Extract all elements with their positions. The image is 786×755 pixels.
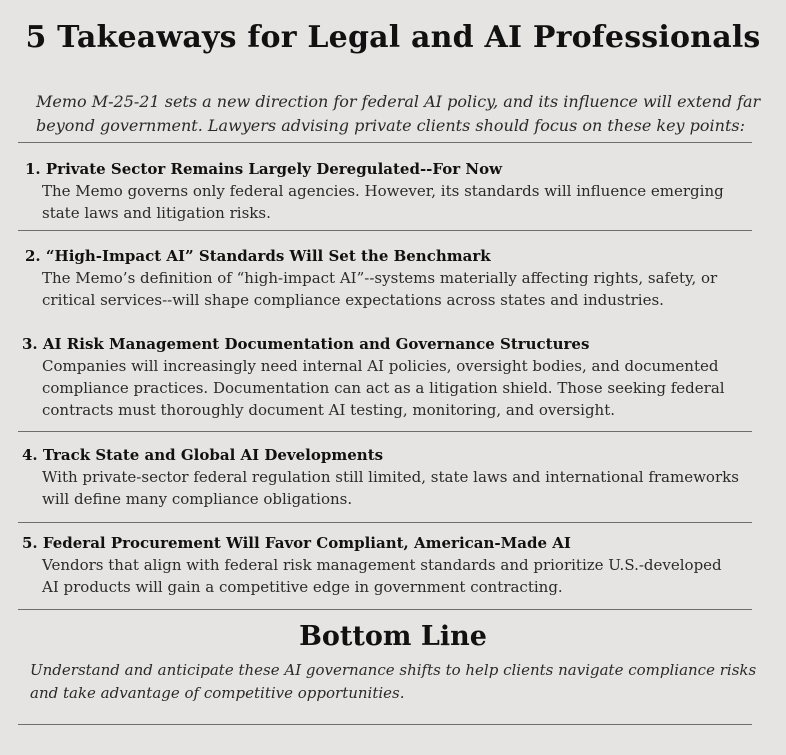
takeaway-4-body: With private-sector federal regulation still limited, state laws and international frameworks will define many compliance obligations. (42, 468, 739, 508)
divider (18, 230, 752, 231)
bottom-line-text: Understand and anticipate these AI governance shifts to help clients navigate compliance risks and take advantage of competitive opportunities. (30, 661, 757, 702)
takeaway-2-body: The Memo’s definition of “high-impact AI”--systems materially affecting rights, safety, or critical services--will shape compliance expectations across states and industries. (42, 269, 718, 309)
intro-paragraph: Memo M-25-21 sets a new direction for federal AI policy, and its influence will extend far beyond government. Lawyers advising private clients should focus on these key points: (36, 92, 761, 135)
divider (18, 431, 752, 432)
takeaway-4-heading (22, 445, 383, 465)
page-title: 5 Takeaways for Legal and AI Professionals (25, 20, 761, 55)
takeaway-2-number: 2. (25, 247, 41, 265)
takeaway-3-body: Companies will increasingly need internal AI policies, oversight bodies, and documented compliance practices. Documentation can act as a litigation shield. Those seeking federal contracts must thoroughly document AI testing, monitoring, and oversight. (42, 357, 725, 419)
takeaway-5-title: Federal Procurement Will Favor Compliant, American-Made AI (42, 534, 571, 552)
takeaway-5-heading (22, 533, 571, 553)
bottom-line-title: Bottom Line (299, 621, 487, 652)
takeaway-3-number: 3. (22, 335, 38, 353)
takeaway-1-heading (25, 159, 502, 179)
takeaway-2-title: “High-Impact AI” Standards Will Set the Benchmark (45, 247, 491, 265)
takeaway-1-number: 1. (25, 160, 41, 178)
takeaway-4-number: 4. (22, 446, 38, 464)
takeaway-1-title: Private Sector Remains Largely Deregulated--For Now (45, 160, 502, 178)
divider (18, 142, 752, 143)
takeaway-5-body: Vendors that align with federal risk management standards and prioritize U.S.-developed AI products will gain a competitive edge in government contracting. (42, 556, 722, 596)
takeaway-3-title: AI Risk Management Documentation and Governance Structures (42, 335, 590, 353)
divider (18, 522, 752, 523)
takeaway-3-heading (22, 334, 589, 354)
divider (18, 724, 752, 725)
takeaway-4-title: Track State and Global AI Developments (42, 446, 384, 464)
divider (18, 609, 752, 610)
takeaway-5-number: 5. (22, 534, 38, 552)
takeaway-1-body: The Memo governs only federal agencies. However, its standards will influence emerging state laws and litigation risks. (42, 182, 724, 222)
takeaway-2-heading (25, 246, 491, 266)
